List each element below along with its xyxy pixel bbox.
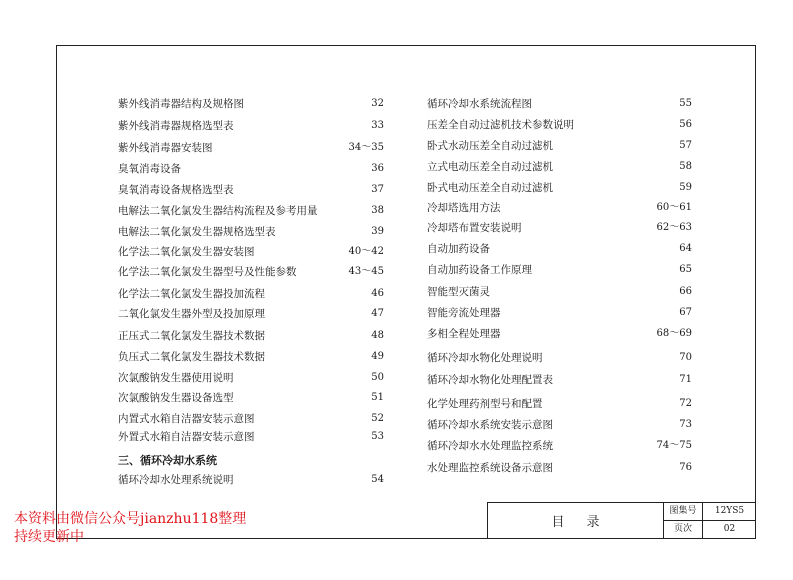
toc-entry-title: 冷却塔选用方法 <box>427 202 501 214</box>
toc-entry-page: 65 <box>679 264 692 275</box>
toc-entry-title: 卧式水动压差全自动过滤机 <box>427 140 553 152</box>
toc-entry-page: 58 <box>679 161 692 172</box>
toc-entry-title: 内置式水箱自洁器安装示意图 <box>118 413 255 425</box>
toc-entry-title: 循环冷却水物化处理配置表 <box>427 374 553 386</box>
toc-entry-title: 智能旁流处理器 <box>427 307 501 319</box>
toc-entry-title: 立式电动压差全自动过滤机 <box>427 161 553 173</box>
toc-entry-page: 74～75 <box>656 440 692 451</box>
toc-entry-page: 68～69 <box>656 328 692 339</box>
toc-entry-page: 73 <box>679 419 692 430</box>
toc-entry-page: 67 <box>679 307 692 318</box>
toc-entry-title: 化学处理药剂型号和配置 <box>427 398 543 410</box>
toc-entry-title: 压差全自动过滤机技术参数说明 <box>427 119 574 131</box>
page-number-value: 02 <box>723 524 736 534</box>
toc-entry-page: 40～42 <box>348 246 384 257</box>
toc-entry-page: 55 <box>679 98 692 109</box>
toc-entry-title: 臭氧消毒设备规格选型表 <box>118 184 234 196</box>
toc-entry-page: 46 <box>371 288 384 299</box>
toc-entry-title: 循环冷却水系统流程图 <box>427 98 532 110</box>
toc-entry-page: 50 <box>371 372 384 383</box>
toc-entry-page: 56 <box>679 119 692 130</box>
page-number-label: 页次 <box>673 524 692 534</box>
toc-entry-page: 49 <box>371 351 384 362</box>
watermark-line-2: 持续更新中 <box>14 529 84 545</box>
toc-entry-title: 智能型灭菌灵 <box>427 286 490 298</box>
toc-entry-page: 38 <box>371 205 384 216</box>
toc-entry-title: 二氧化氯发生器外型及投加原理 <box>118 308 265 320</box>
toc-entry-page: 54 <box>371 474 384 485</box>
toc-entry-title: 循环冷却水系统安装示意图 <box>427 419 553 431</box>
toc-entry-page: 60～61 <box>656 202 692 213</box>
toc-entry-page: 32 <box>371 98 384 109</box>
toc-entry-title: 循环冷却水物化处理说明 <box>427 352 543 364</box>
toc-entry-title: 化学法二氧化氯发生器投加流程 <box>118 288 265 300</box>
toc-entry-title: 循环冷却水水处理监控系统 <box>427 440 553 452</box>
toc-entry-page: 53 <box>371 431 384 442</box>
toc-entry-page: 71 <box>679 374 692 385</box>
toc-entry-page: 34～35 <box>348 142 384 153</box>
toc-entry-page: 52 <box>371 413 384 424</box>
toc-entry-page: 59 <box>679 182 692 193</box>
title-block-title: 目录 <box>551 515 622 530</box>
section-heading: 三、循环冷却水系统 <box>118 454 217 467</box>
watermark-line-1: 本资料由微信公众号jianzhu118整理 <box>14 511 247 527</box>
atlas-number-label: 图集号 <box>669 506 697 516</box>
toc-entry-page: 39 <box>371 226 384 237</box>
toc-entry-title: 负压式二氧化氯发生器技术数据 <box>118 351 265 363</box>
toc-entry-title: 自动加药设备 <box>427 243 490 255</box>
toc-entry-page: 62～63 <box>656 222 692 233</box>
toc-entry-page: 57 <box>679 140 692 151</box>
toc-entry-title: 化学法二氧化氯发生器安装图 <box>118 246 255 258</box>
toc-entry-page: 72 <box>679 398 692 409</box>
toc-entry-title: 电解法二氧化氯发生器规格选型表 <box>118 226 276 238</box>
toc-entry-title: 水处理监控系统设备示意图 <box>427 462 553 474</box>
toc-entry-title: 冷却塔布置安装说明 <box>427 222 522 234</box>
toc-entry-title: 紫外线消毒器结构及规格图 <box>118 98 244 110</box>
toc-entry-title: 臭氧消毒设备 <box>118 163 181 175</box>
toc-entry-title: 外置式水箱自洁器安装示意图 <box>118 431 255 443</box>
toc-entry-title: 紫外线消毒器规格选型表 <box>118 120 234 132</box>
toc-entry-page: 43～45 <box>348 266 384 277</box>
toc-entry-title: 次氯酸钠发生器设备选型 <box>118 392 234 404</box>
toc-entry-page: 51 <box>371 392 384 403</box>
toc-entry-title: 正压式二氧化氯发生器技术数据 <box>118 330 265 342</box>
toc-entry-title: 次氯酸钠发生器使用说明 <box>118 372 234 384</box>
toc-entry-page: 76 <box>679 462 692 473</box>
toc-entry-title: 紫外线消毒器安装图 <box>118 142 213 154</box>
toc-entry-page: 64 <box>679 243 692 254</box>
atlas-number-value: 12YS5 <box>714 506 745 516</box>
toc-entry-title: 循环冷却水处理系统说明 <box>118 474 234 486</box>
toc-entry-page: 36 <box>371 163 384 174</box>
toc-entry-title: 化学法二氧化氯发生器型号及性能参数 <box>118 266 297 278</box>
toc-entry-page: 48 <box>371 330 384 341</box>
title-block <box>487 502 755 538</box>
toc-entry-page: 47 <box>371 308 384 319</box>
toc-entry-title: 电解法二氧化氯发生器结构流程及参考用量 <box>118 205 318 217</box>
toc-entry-page: 37 <box>371 184 384 195</box>
toc-entry-title: 自动加药设备工作原理 <box>427 264 532 276</box>
toc-entry-page: 33 <box>371 120 384 131</box>
toc-entry-page: 70 <box>679 352 692 363</box>
toc-entry-page: 66 <box>679 286 692 297</box>
toc-entry-title: 卧式电动压差全自动过滤机 <box>427 182 553 194</box>
toc-entry-title: 多相全程处理器 <box>427 328 501 340</box>
